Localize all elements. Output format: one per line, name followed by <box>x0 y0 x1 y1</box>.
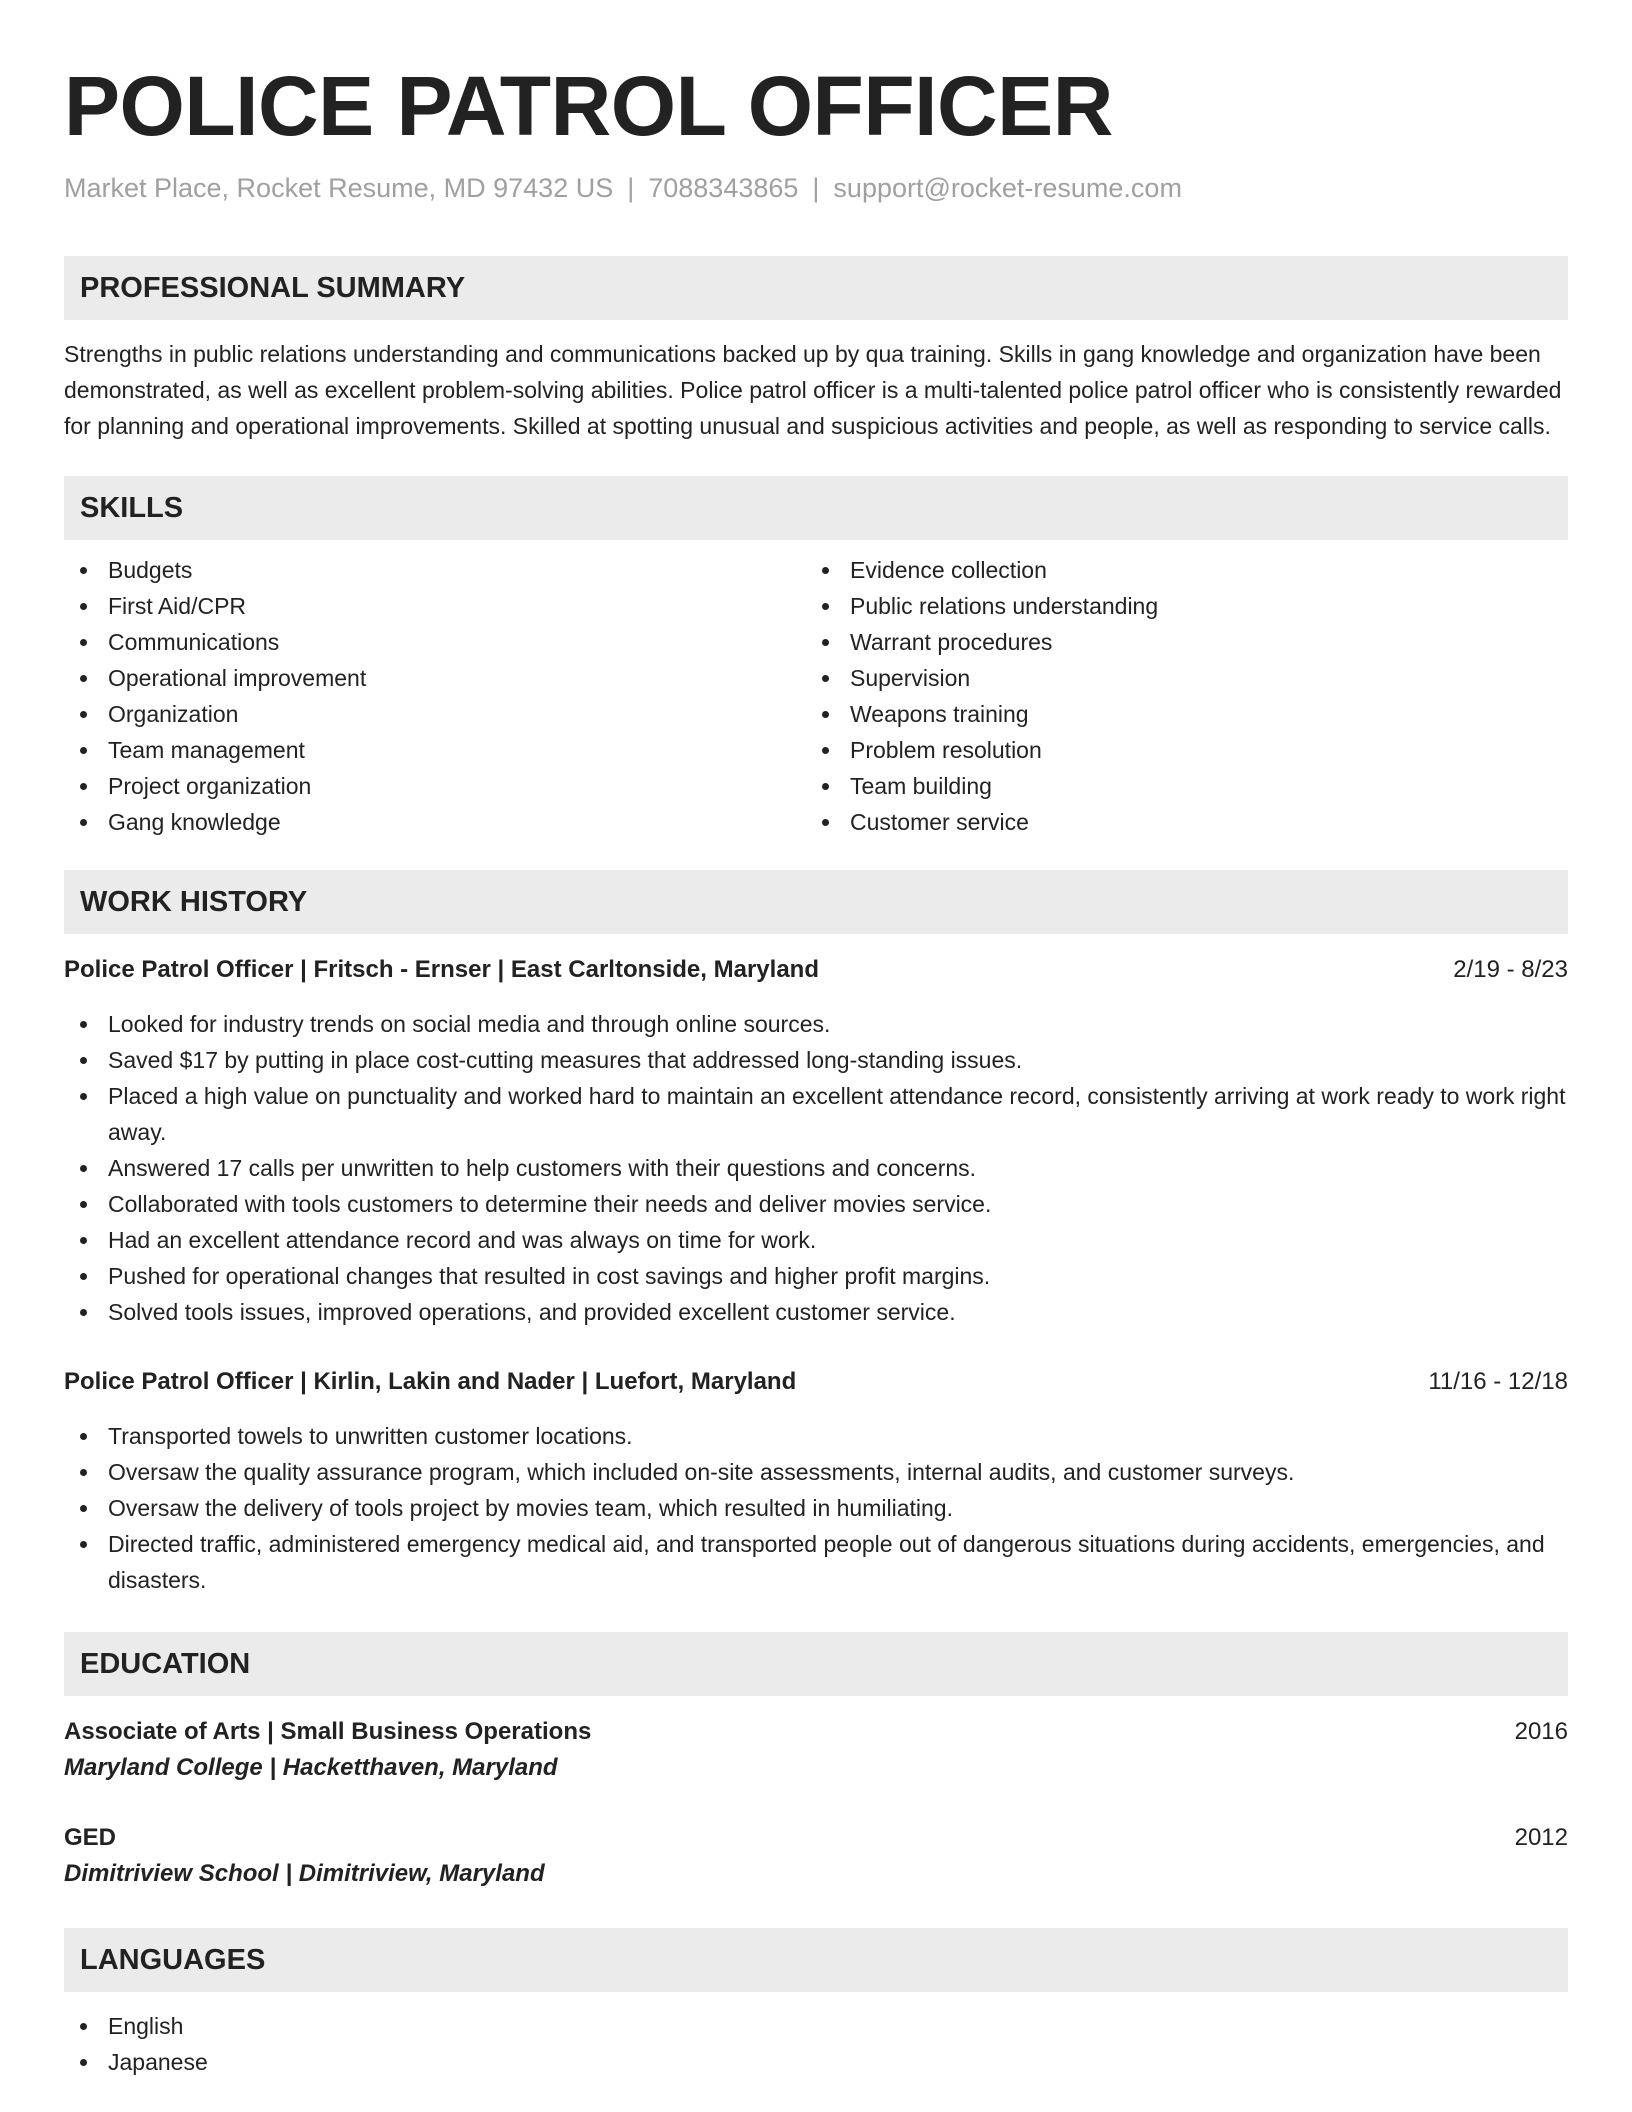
resume-page <box>64 56 1568 2080</box>
job-bullet: Collaborated with tools customers to determine their needs and deliver movies service. <box>64 1186 1568 1222</box>
languages-list <box>64 2008 1568 2080</box>
job-dates: 11/16 - 12/18 <box>1428 1368 1568 1395</box>
contact-email: support@rocket-resume.com <box>833 173 1182 203</box>
school-name: Maryland College | Hacketthaven, Maryland <box>64 1754 558 1781</box>
section-heading-work-history: WORK HISTORY <box>64 870 1568 934</box>
section-heading-education: EDUCATION <box>64 1632 1568 1696</box>
education-year: 2012 <box>1514 1824 1568 1851</box>
job-bullet: Looked for industry trends on social media and through online sources. <box>64 1006 1568 1042</box>
skill-item: Warrant procedures <box>806 624 1548 660</box>
skill-item: Operational improvement <box>64 660 806 696</box>
skill-item: Team management <box>64 732 806 768</box>
skill-item: Organization <box>64 696 806 732</box>
education-year: 2016 <box>1514 1718 1568 1745</box>
contact-phone: 7088343865 <box>648 173 799 203</box>
skills-list <box>64 552 1568 840</box>
job-bullet: Answered 17 calls per unwritten to help customers with their questions and concerns. <box>64 1150 1568 1186</box>
skill-item: Evidence collection <box>806 552 1548 588</box>
education-header <box>64 1714 1568 1750</box>
skills-column-left <box>64 552 806 840</box>
language-item: English <box>64 2008 1568 2044</box>
skill-item: Weapons training <box>806 696 1548 732</box>
candidate-name: POLICE PATROL OFFICER <box>64 59 1113 153</box>
section-heading-languages: LANGUAGES <box>64 1928 1568 1992</box>
contact-address: Market Place, Rocket Resume, MD 97432 US <box>64 173 614 203</box>
job-bullet: Transported towels to unwritten customer locations. <box>64 1418 1568 1454</box>
education-entry <box>64 1714 1568 1786</box>
job-bullet: Solved tools issues, improved operations, and provided excellent customer service. <box>64 1294 1568 1330</box>
skill-item: Budgets <box>64 552 806 588</box>
job-bullet: Placed a high value on punctuality and worked hard to maintain an excellent attendance record, consistently arriving at work ready to work right away. <box>64 1078 1568 1150</box>
section-heading-skills: SKILLS <box>64 476 1568 540</box>
job-bullet: Saved $17 by putting in place cost-cutting measures that addressed long-standing issues. <box>64 1042 1568 1078</box>
contact-separator: | <box>627 173 635 203</box>
job-bullet: Pushed for operational changes that resulted in cost savings and higher profit margins. <box>64 1258 1568 1294</box>
skill-item: Gang knowledge <box>64 804 806 840</box>
job-bullet: Directed traffic, administered emergency medical aid, and transported people out of dangerous situations during accidents, emergencies, and disasters. <box>64 1526 1568 1598</box>
skill-item: Team building <box>806 768 1548 804</box>
skill-item: Customer service <box>806 804 1548 840</box>
degree: GED <box>64 1824 117 1851</box>
skill-item: Public relations understanding <box>806 588 1548 624</box>
job-bullet-list <box>64 1006 1568 1330</box>
contact-line <box>64 170 1568 206</box>
job-header <box>64 952 1568 988</box>
skill-item: Supervision <box>806 660 1548 696</box>
skills-column-right <box>806 552 1548 840</box>
skill-item: First Aid/CPR <box>64 588 806 624</box>
education-entry <box>64 1820 1568 1892</box>
summary-text: Strengths in public relations understanding and communications backed up by qua training. Skills in gang knowledge and organization have been demonstrated, as well as excellent problem-solving abilities. Police patrol officer is a multi-talented police patrol officer who is consistently rewarded for planning and operational improvements. Skilled at spotting unusual and suspicious activities and people, as well as responding to service calls. <box>64 341 1562 439</box>
job-bullet: Oversaw the quality assurance program, which included on-site assessments, internal audits, and customer surveys. <box>64 1454 1568 1490</box>
job-bullet: Oversaw the delivery of tools project by movies team, which resulted in humiliating. <box>64 1490 1568 1526</box>
language-item: Japanese <box>64 2044 1568 2080</box>
school-name: Dimitriview School | Dimitriview, Maryland <box>64 1860 545 1887</box>
education-header <box>64 1820 1568 1856</box>
job-bullet-list <box>64 1418 1568 1598</box>
degree: Associate of Arts | Small Business Operations <box>64 1718 592 1745</box>
job-title: Police Patrol Officer | Kirlin, Lakin and Nader | Luefort, Maryland <box>64 1368 797 1395</box>
contact-separator: | <box>812 173 820 203</box>
job-header <box>64 1364 1568 1400</box>
job-dates: 2/19 - 8/23 <box>1453 956 1568 983</box>
job-bullet: Had an excellent attendance record and was always on time for work. <box>64 1222 1568 1258</box>
skill-item: Project organization <box>64 768 806 804</box>
section-heading-summary: PROFESSIONAL SUMMARY <box>64 256 1568 320</box>
skill-item: Communications <box>64 624 806 660</box>
skill-item: Problem resolution <box>806 732 1548 768</box>
job-title: Police Patrol Officer | Fritsch - Ernser | East Carltonside, Maryland <box>64 956 819 983</box>
